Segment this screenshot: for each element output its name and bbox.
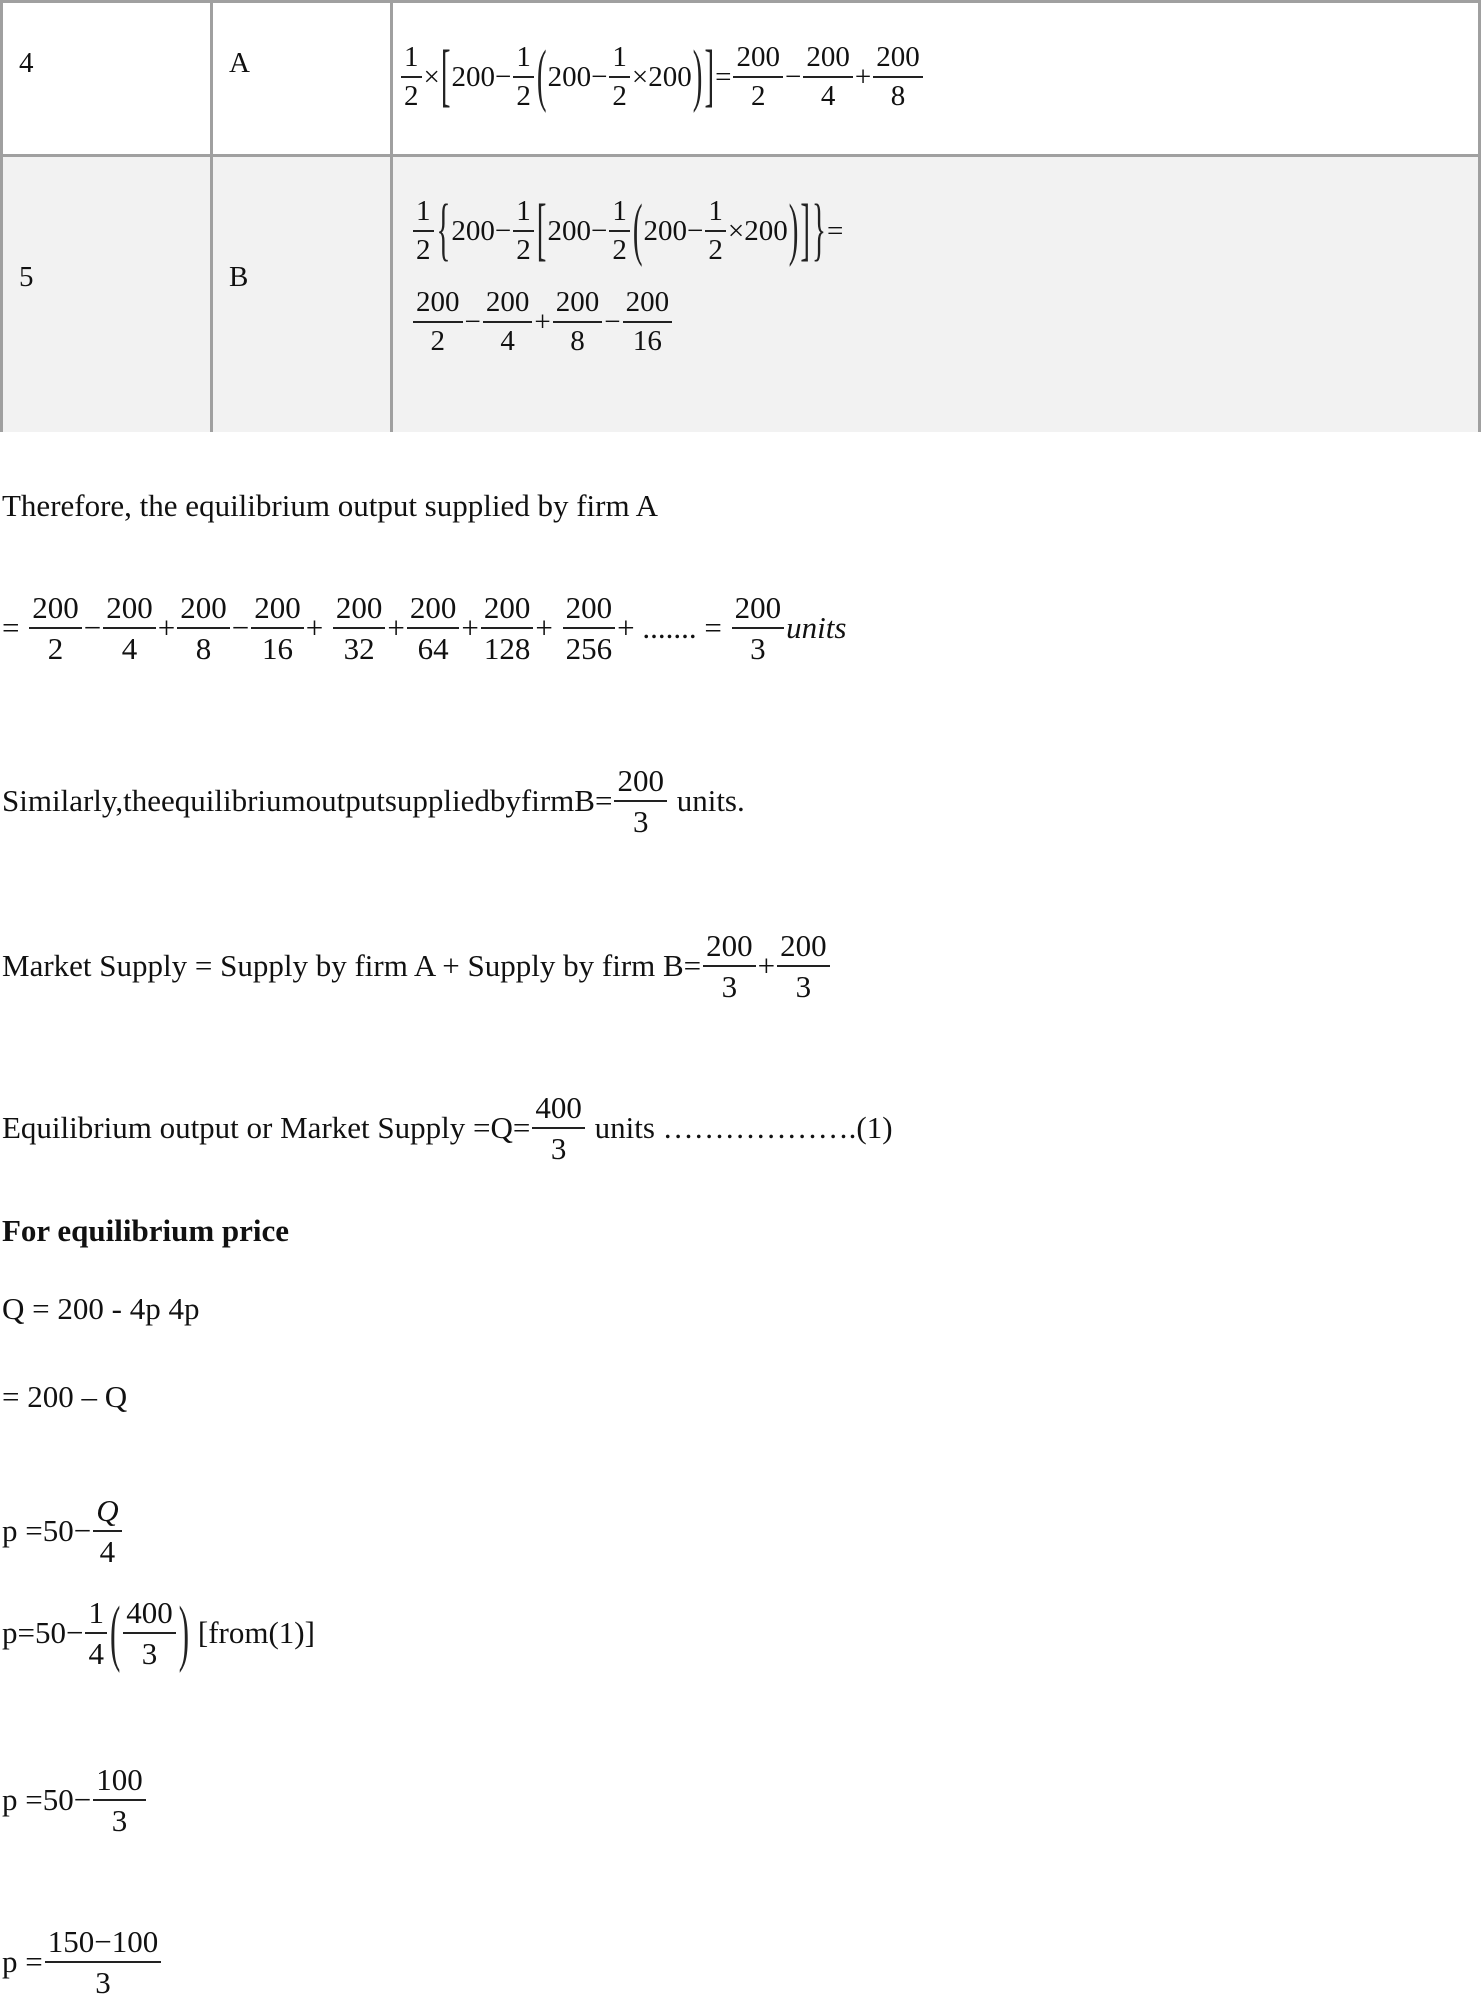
fraction	[103, 590, 156, 667]
fraction	[732, 590, 785, 667]
numerator: 200	[32, 589, 79, 625]
numerator: 200	[876, 41, 920, 73]
numerator: 200	[409, 589, 457, 625]
bracket: )	[788, 191, 799, 269]
math-text: units ……………….(1)	[586, 1110, 893, 1146]
numerator: 100	[96, 1761, 143, 1797]
fraction	[609, 41, 630, 114]
numerator: 200	[555, 285, 600, 318]
numerator: 1	[516, 195, 531, 227]
denominator: 3	[614, 800, 667, 840]
denominator: 64	[407, 627, 460, 667]
numerator: 200	[625, 285, 670, 318]
fraction	[703, 928, 756, 1005]
denominator: 2	[401, 76, 422, 113]
numerator: 200	[806, 41, 850, 73]
fraction	[45, 1924, 161, 2001]
line-series	[2, 590, 846, 667]
math-text: 200−	[451, 214, 512, 247]
math-text: +	[534, 305, 551, 338]
math-text: =	[826, 214, 844, 247]
denominator: 2	[29, 627, 82, 667]
line-rearranged	[2, 1379, 127, 1415]
math-text: ×200	[727, 214, 788, 247]
math-text: ×	[423, 60, 440, 93]
math-text: + ....... =	[617, 610, 730, 646]
numerator: 1	[612, 41, 627, 73]
math-text: Therefore, the equilibrium output supplied by firm A	[2, 488, 659, 523]
firm-cell: B	[229, 261, 249, 293]
denominator: 3	[93, 1799, 146, 1839]
numerator: 1	[708, 195, 723, 227]
formula-cell	[399, 37, 925, 115]
math-text: p =50−	[2, 1513, 92, 1549]
math-text: ×200	[631, 60, 692, 93]
line-heading	[2, 1213, 289, 1249]
fraction	[401, 41, 422, 114]
fraction	[803, 41, 853, 114]
math-text: −	[604, 305, 621, 338]
math-text: −	[464, 305, 481, 338]
numerator: 200	[416, 285, 460, 318]
math-text: +	[757, 948, 776, 984]
bracket: (	[632, 191, 643, 269]
bracket: )	[692, 37, 703, 115]
denominator: 3	[45, 1961, 161, 2001]
fraction	[93, 1762, 146, 1839]
fraction	[481, 590, 534, 667]
line-price-2	[2, 1589, 315, 1674]
fraction	[623, 286, 673, 359]
denominator: 4	[85, 1632, 107, 1672]
line-market-supply	[2, 928, 832, 1005]
fraction	[563, 590, 616, 667]
math-text: +	[854, 60, 872, 93]
italic-text: units	[786, 610, 847, 646]
fraction	[29, 590, 82, 667]
fraction	[251, 590, 304, 667]
denominator: 128	[481, 627, 534, 667]
denominator: 4	[93, 1530, 121, 1570]
math-text: 200−	[547, 214, 608, 247]
fraction	[333, 590, 386, 667]
column-divider	[390, 157, 393, 432]
math-text: = 200 – Q	[2, 1379, 128, 1414]
denominator: 3	[777, 965, 830, 1005]
denominator: 2	[513, 230, 534, 267]
denominator: 8	[873, 76, 923, 113]
math-text: 200−	[643, 214, 704, 247]
heading: For equilibrium price	[2, 1213, 290, 1248]
denominator: 2	[609, 230, 630, 267]
table-row	[3, 3, 1478, 157]
fraction	[513, 195, 534, 268]
fraction	[532, 1090, 585, 1167]
fraction	[93, 1493, 121, 1570]
math-text: +	[535, 610, 561, 646]
numerator: 1	[404, 41, 419, 73]
denominator: 2	[413, 321, 463, 358]
fraction	[413, 195, 434, 268]
fraction	[609, 195, 630, 268]
column-divider	[210, 157, 213, 432]
denominator: 256	[563, 627, 616, 667]
line-therefore	[2, 488, 658, 524]
math-text: +	[305, 610, 331, 646]
math-text: +	[387, 610, 405, 646]
numerator: 200	[180, 589, 227, 625]
math-text: +	[461, 610, 479, 646]
column-divider	[390, 3, 393, 154]
math-text: Q = 200 - 4p 4p	[2, 1291, 200, 1326]
fraction	[483, 286, 533, 359]
numerator: 200	[734, 589, 782, 625]
bracket: ]	[800, 191, 811, 269]
formula-line	[411, 286, 843, 359]
numerator: 400	[126, 1594, 173, 1630]
math-text: units.	[668, 783, 745, 819]
firm-cell: A	[229, 47, 250, 79]
denominator: 8	[177, 627, 230, 667]
math-text: Similarly,theequilibriumoutputsuppliedbyfirmB=	[2, 783, 613, 819]
bracket: {	[436, 191, 451, 269]
denominator: 2	[705, 230, 726, 267]
fraction	[513, 41, 534, 114]
bracket: [	[536, 191, 547, 269]
numerator: 150−100	[47, 1923, 159, 1959]
fraction	[873, 41, 923, 114]
line-similarly	[2, 763, 745, 840]
step-cell: 4	[19, 47, 34, 79]
numerator: 200	[254, 589, 301, 625]
line-price-1	[2, 1493, 124, 1570]
numerator: 400	[535, 1089, 582, 1125]
math-text: Market Supply = Supply by firm A + Supply by firm B=	[2, 948, 702, 984]
fraction	[777, 928, 830, 1005]
numerator: 200	[706, 927, 753, 963]
denominator: 3	[123, 1632, 176, 1672]
math-text: 200−	[451, 60, 512, 93]
numerator: 1	[88, 1594, 104, 1630]
solution-table	[0, 0, 1481, 432]
fraction	[407, 590, 460, 667]
table-row	[3, 157, 1478, 432]
line-price-3	[2, 1762, 148, 1839]
denominator: 2	[733, 76, 783, 113]
column-divider	[210, 3, 213, 154]
bracket: (	[536, 37, 547, 115]
numerator: 1	[612, 195, 627, 227]
step-cell: 5	[19, 261, 34, 293]
bracket: )	[178, 1589, 190, 1674]
bracket: [	[440, 37, 451, 115]
denominator: 2	[513, 76, 534, 113]
math-text: [from(1)]	[190, 1615, 315, 1651]
denominator: 4	[103, 627, 156, 667]
math-text: p=50−	[2, 1615, 84, 1651]
bracket: ]	[704, 37, 715, 115]
fraction	[177, 590, 230, 667]
numerator: Q	[96, 1492, 119, 1528]
fraction	[733, 41, 783, 114]
math-text: 200−	[547, 60, 608, 93]
numerator: 200	[483, 589, 531, 625]
fraction	[413, 286, 463, 359]
math-text: −	[784, 60, 802, 93]
line-demand	[2, 1291, 199, 1327]
math-text: p =50−	[2, 1782, 92, 1818]
fraction	[123, 1595, 176, 1672]
bracket: (	[109, 1589, 121, 1674]
line-equilibrium-output	[2, 1090, 893, 1167]
denominator: 16	[623, 321, 673, 358]
bracket: }	[812, 191, 826, 269]
fraction	[85, 1595, 107, 1672]
numerator: 200	[736, 41, 780, 73]
math-text: +	[157, 610, 176, 646]
formula-cell	[411, 191, 844, 358]
line-price-4	[2, 1924, 163, 2001]
denominator: 2	[609, 76, 630, 113]
numerator: 200	[106, 589, 153, 625]
denominator: 3	[703, 965, 756, 1005]
denominator: 8	[553, 321, 603, 358]
numerator: 200	[565, 589, 613, 625]
math-text: p =	[2, 1944, 43, 1980]
numerator: 200	[617, 762, 664, 798]
numerator: 200	[780, 927, 827, 963]
denominator: 4	[483, 321, 533, 358]
numerator: 1	[516, 41, 531, 73]
math-text: −	[83, 610, 102, 646]
denominator: 32	[333, 627, 386, 667]
denominator: 2	[413, 230, 434, 267]
denominator: 3	[532, 1127, 585, 1167]
numerator: 200	[335, 589, 383, 625]
math-text: =	[2, 610, 28, 646]
math-text: Equilibrium output or Market Supply =Q=	[2, 1110, 531, 1146]
fraction	[705, 195, 726, 268]
denominator: 4	[803, 76, 853, 113]
numerator: 200	[485, 285, 530, 318]
numerator: 1	[416, 195, 431, 227]
denominator: 3	[732, 627, 785, 667]
formula-line	[399, 37, 925, 115]
fraction	[614, 763, 667, 840]
math-text: −	[231, 610, 250, 646]
formula-line	[411, 191, 844, 269]
math-text: =	[715, 60, 732, 93]
denominator: 16	[251, 627, 304, 667]
fraction	[553, 286, 603, 359]
